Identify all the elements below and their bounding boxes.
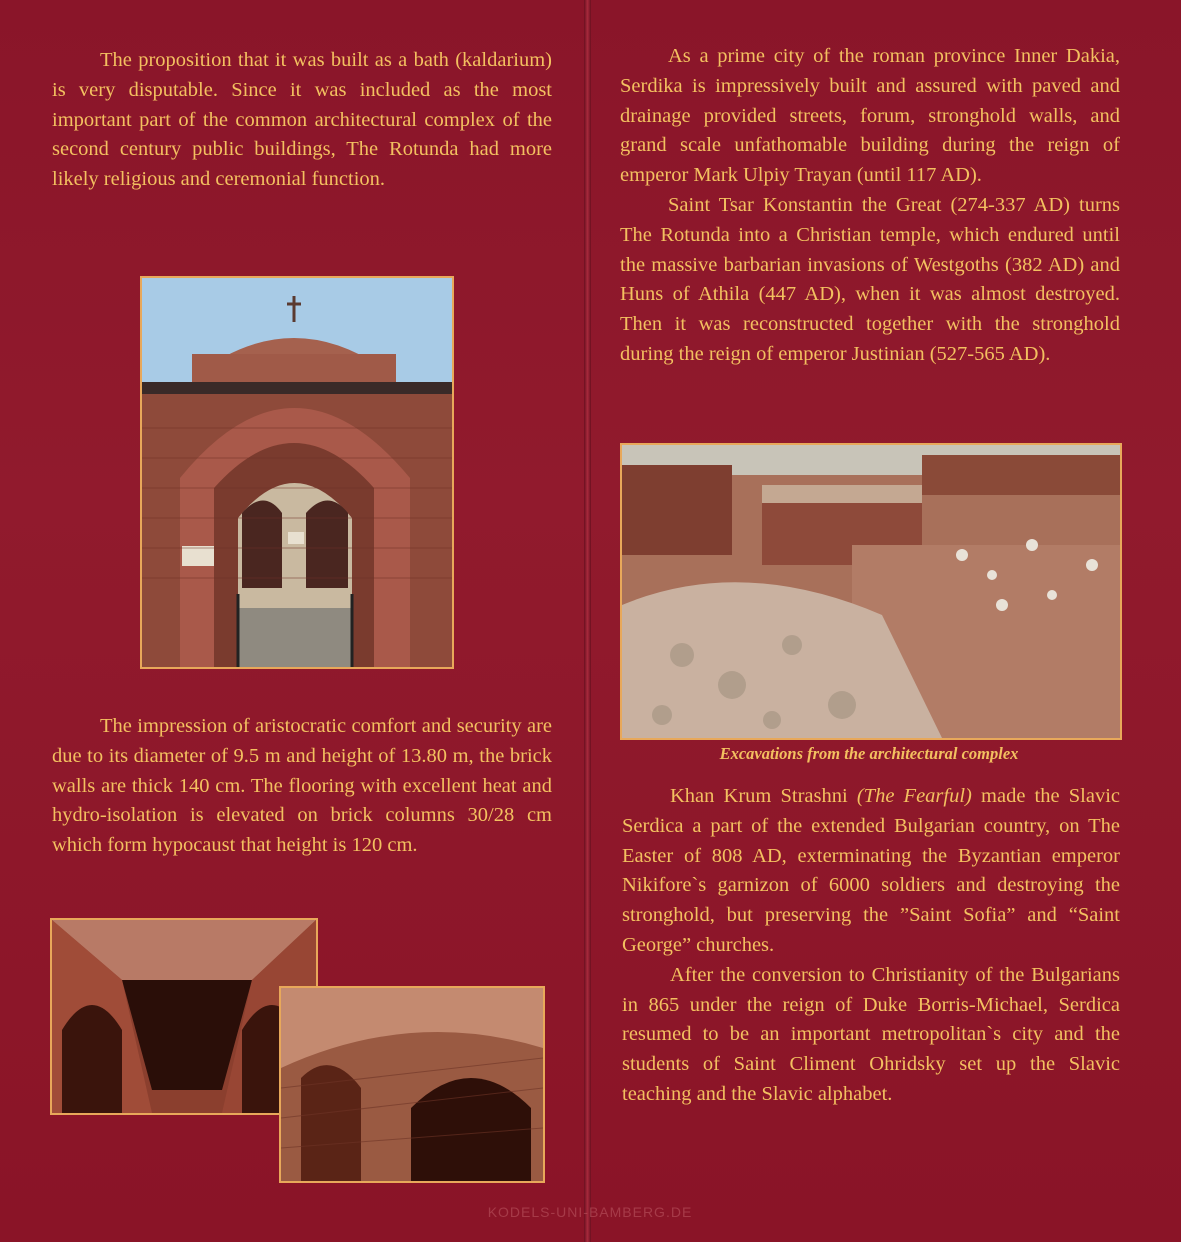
khan-krum-epithet: (The Fearful) — [856, 785, 972, 807]
page-fold — [584, 0, 591, 1242]
christianity-paragraph: After the conversion to Christianity of the Bulgarians in 865 under the reign of Duke Borris-Michael, Serdica resumed to be an important metropolitan`s city and the students of Saint Climent Ohridsky set up the Slavic teaching and the Slavic alphabet. — [622, 963, 1120, 1105]
excavation-caption: Excavations from the architectural complex — [719, 744, 1019, 763]
serdika-roman-paragraph: As a prime city of the roman province Inner Dakia, Serdika is impressively built and assured with paved and drainage provided streets, forum, stronghold walls, and grand scale unfathomable building during the reign of emperor Mark Ulpiy Trayan (until 117 AD). — [620, 45, 1120, 187]
left-paragraph-dimensions: The impression of aristocratic comfort and security are due to its diameter of 9.5 m and height of 13.80 m, the brick walls are thick 140 cm. The flooring with excellent heat and hydro-isolation is elevated on brick columns 30/28 cm which form hypocaust that height is 120 cm. — [52, 715, 552, 857]
left-paragraph-bath-proposition: The proposition that it was built as a bath (kaldarium) is very disputable. Since it was included as the most important part of the common architectural complex of the second century public buildings, The Rotunda had more likely religious and ceremonial function. — [52, 49, 552, 191]
hypocaust-arch-photo — [279, 986, 545, 1183]
khan-krum-paragraph — [622, 782, 1120, 961]
scan-watermark: KODELS-UNI-BAMBERG.DE — [487, 1204, 693, 1220]
khan-krum-text-start: Khan Krum Strashni — [670, 785, 857, 807]
right-paragraphs-serdika-history — [620, 42, 1120, 370]
hypocaust-tunnel-photo — [50, 918, 318, 1115]
konstantin-paragraph: Saint Tsar Konstantin the Great (274-337 AD) turns The Rotunda into a Christian temple, which endured until the massive barbarian invasions of Westgoths (382 AD) and Huns of Athila (447 AD), when it was almost destroyed. Then it was reconstructed together with the stronghold during the reign of emperor Justinian (527-565 AD). — [620, 193, 1120, 365]
rotunda-photo — [140, 276, 454, 669]
excavation-photo — [620, 443, 1122, 740]
right-paragraphs-bulgarian-history — [622, 782, 1120, 1110]
khan-krum-text-end: made the Slavic Serdica a part of the extended Bulgarian country, on The Easter of 808 AD, exterminating the Byzantian emperor Nikifore`s garnizon of 6000 soldiers and destroying the stronghold, but preserving the ”Saint Sofia” and “Saint George” churches. — [622, 785, 1120, 956]
